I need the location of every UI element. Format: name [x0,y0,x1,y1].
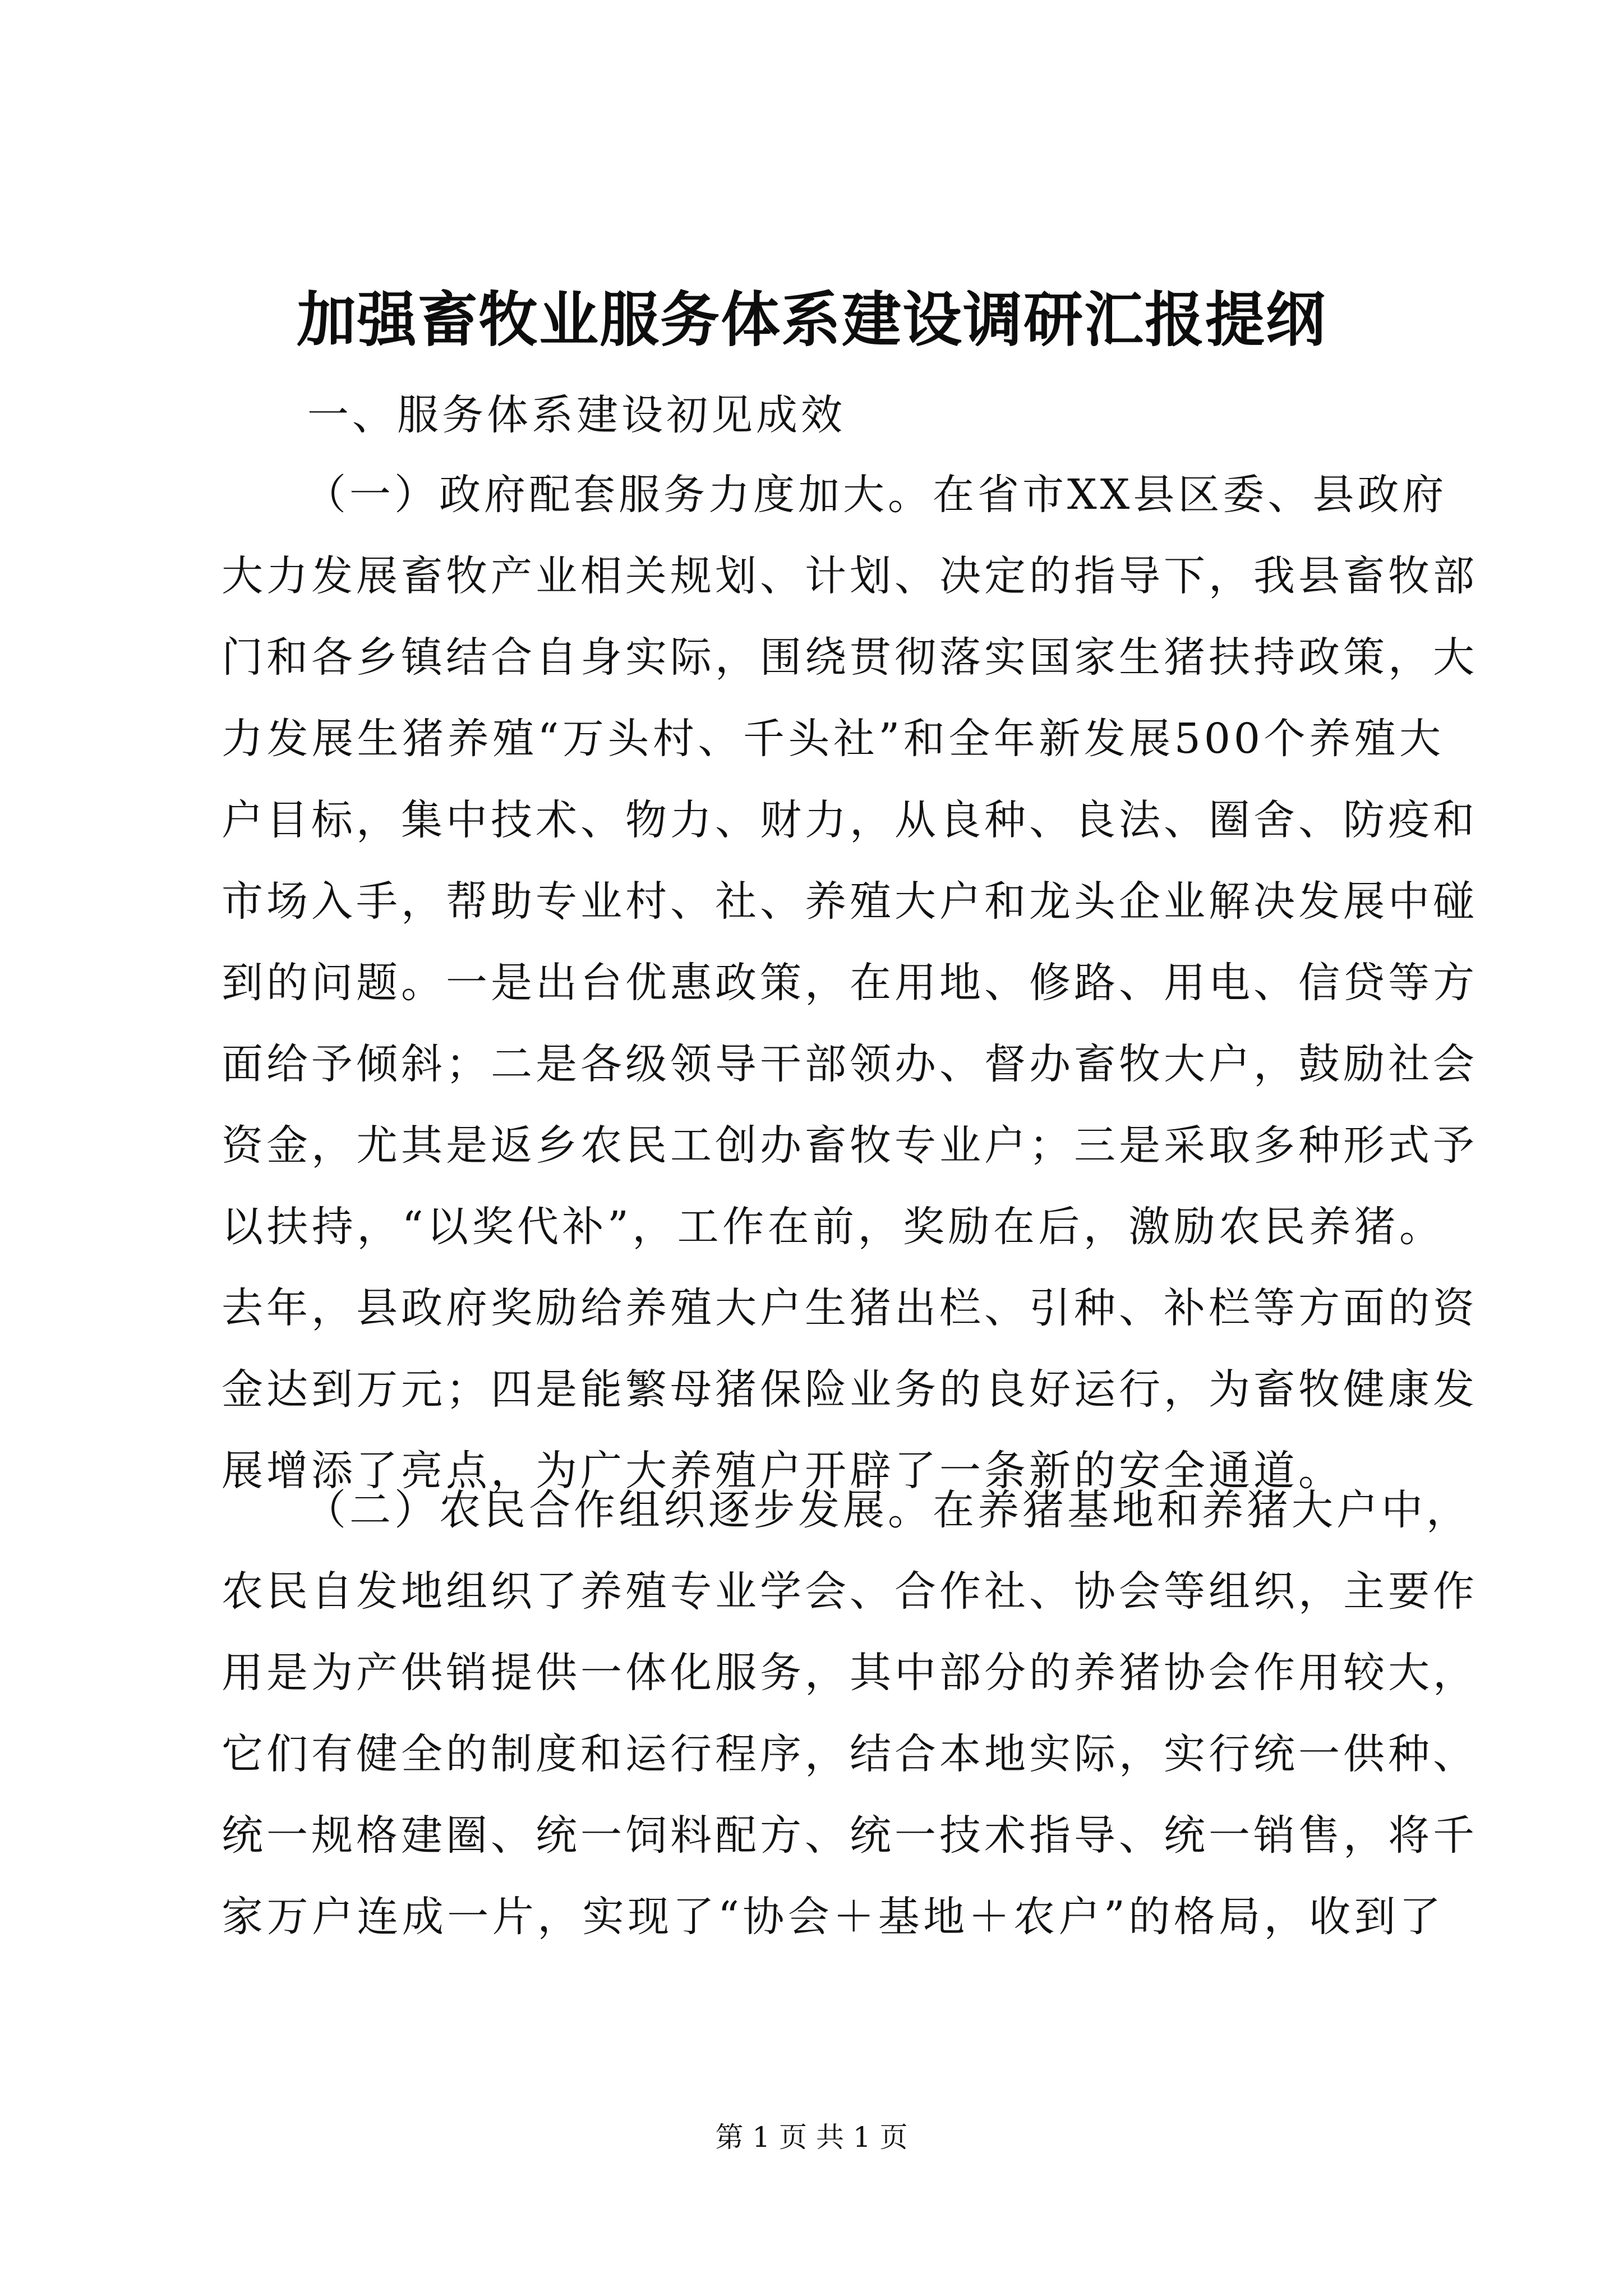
paragraph-line: 门和各乡镇结合自身实际，围绕贯彻落实国家生猪扶持政策，大 [222,633,1478,682]
paragraph-line: 去年，县政府奖励给养殖大户生猪出栏、引种、补栏等方面的资 [222,1284,1478,1332]
document-title: 加强畜牧业服务体系建设调研汇报提纲 [297,284,1326,355]
paragraph-line: 市场入手，帮助专业村、社、养殖大户和龙头企业解决发展中碰 [222,877,1478,926]
paragraph-line: 力发展生猪养殖“万头村、千头社”和全年新发展500个养殖大 [222,715,1444,763]
paragraph-line: 资金，尤其是返乡农民工创办畜牧专业户；三是采取多种形式予 [222,1121,1478,1170]
paragraph-1 [222,454,1478,1512]
section-heading: 一、服务体系建设初见成效 [307,391,846,439]
paragraph-line: 面给予倾斜；二是各级领导干部领办、督办畜牧大户，鼓励社会 [222,1040,1478,1088]
paragraph-line: （一）政府配套服务力度加大。在省市XX县区委、县政府 [305,471,1447,519]
paragraph-line: 到的问题。一是出台优惠政策，在用地、修路、用电、信贷等方 [222,959,1478,1007]
paragraph-line: 大力发展畜牧产业相关规划、计划、决定的指导下，我县畜牧部 [222,552,1478,600]
paragraph-2 [222,1470,1478,1958]
paragraph-line: 它们有健全的制度和运行程序，结合本地实际，实行统一供种、 [222,1730,1478,1778]
paragraph-line: 以扶持，“以奖代补”，工作在前，奖励在后，激励农民养猪。 [222,1203,1444,1251]
paragraph-line: （二）农民合作组织逐步发展。在养猪基地和养猪大户中， [305,1486,1471,1534]
paragraph-line: 农民自发地组织了养殖专业学会、合作社、协会等组织，主要作 [222,1567,1478,1616]
paragraph-line: 金达到万元；四是能繁母猪保险业务的良好运行，为畜牧健康发 [222,1365,1478,1414]
paragraph-line: 户目标，集中技术、物力、财力，从良种、良法、圈舍、防疫和 [222,796,1478,844]
paragraph-line: 展增添了亮点，为广大养殖户开辟了一条新的安全通道。 [222,1447,1343,1495]
page-footer: 第 1 页 共 1 页 [715,2121,908,2154]
paragraph-line: 统一规格建圈、统一饲料配方、统一技术指导、统一销售，将千 [222,1811,1478,1860]
paragraph-line: 用是为产供销提供一体化服务，其中部分的养猪协会作用较大， [222,1649,1478,1697]
paragraph-line: 家万户连成一片，实现了“协会＋基地＋农户”的格局，收到了 [222,1893,1444,1941]
